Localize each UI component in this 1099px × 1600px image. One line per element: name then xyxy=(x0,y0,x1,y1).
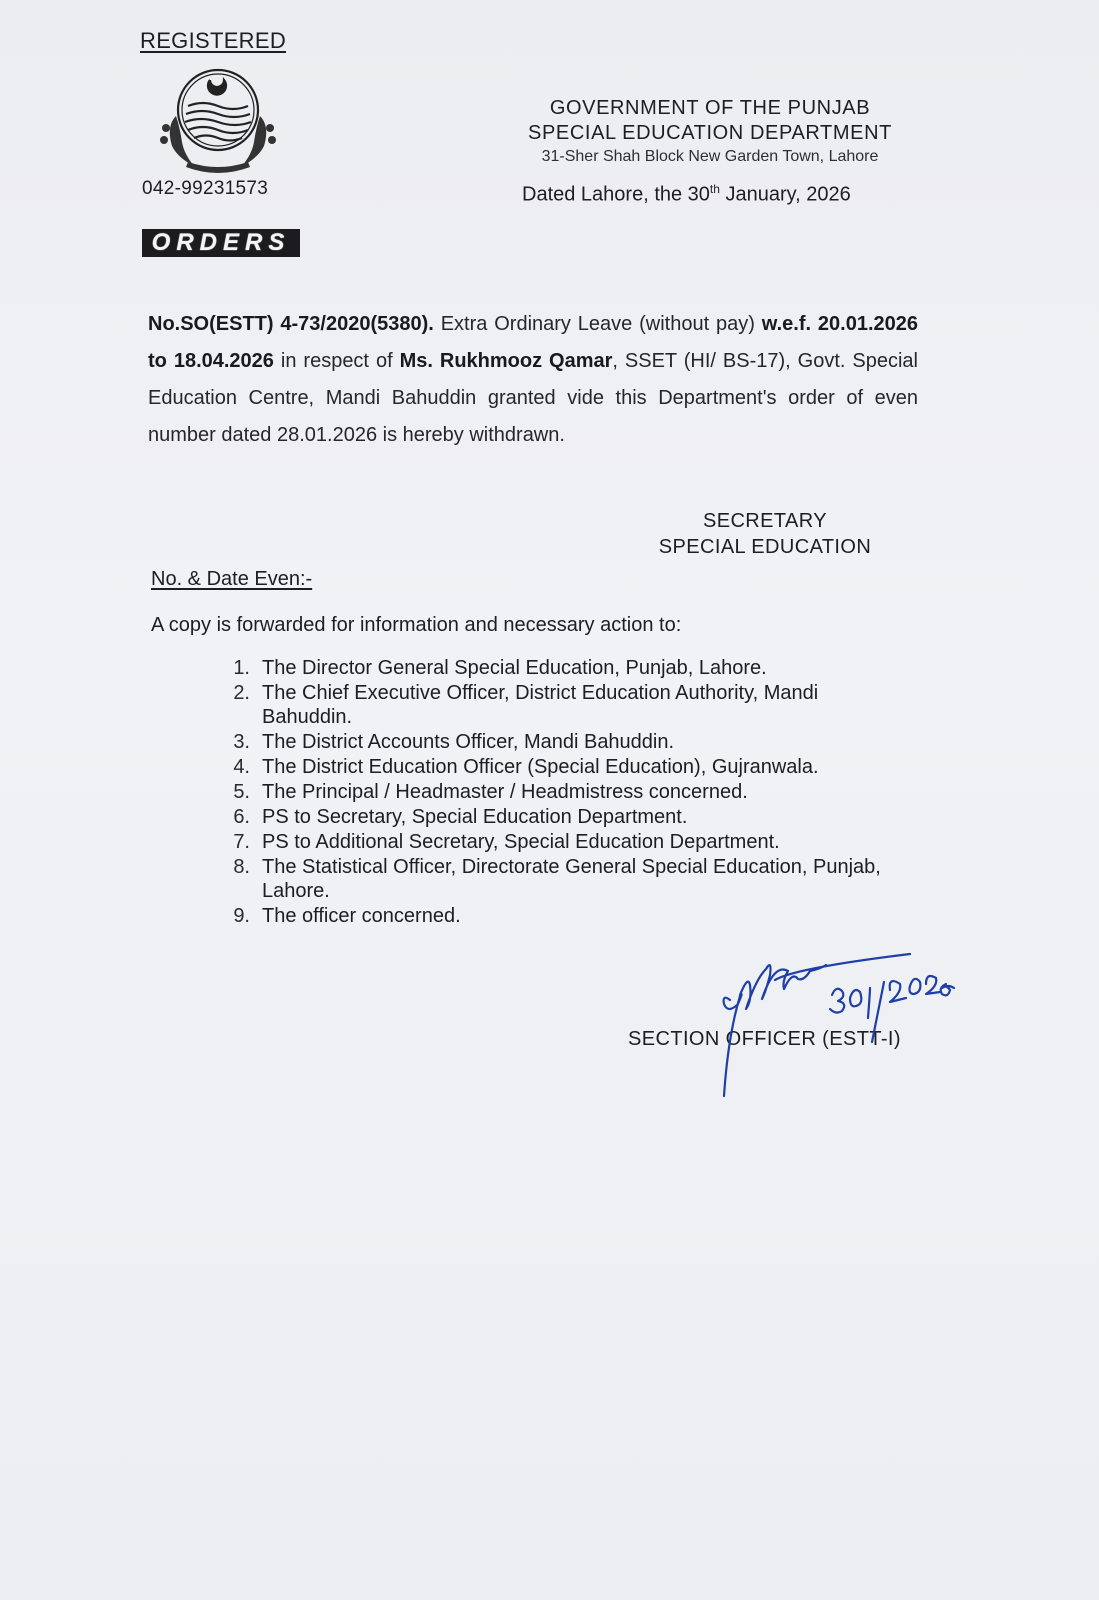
dated-superscript: th xyxy=(709,182,720,196)
registered-label: REGISTERED xyxy=(140,28,287,53)
list-item-number: 8. xyxy=(233,856,250,878)
list-item xyxy=(206,855,886,903)
list-item-number: 4. xyxy=(233,756,250,778)
orders-heading: ORDERS xyxy=(142,229,300,257)
list-item xyxy=(206,755,886,779)
list-item xyxy=(206,730,886,754)
list-item xyxy=(206,681,886,729)
list-item-number: 5. xyxy=(233,781,250,803)
order-reference: No.SO(ESTT) 4-73/2020(5380). xyxy=(148,313,434,335)
department-address: 31-Sher Shah Block New Garden Town, Lahore xyxy=(541,148,879,165)
phone-number: 042-99231573 xyxy=(142,178,269,199)
dated-prefix: Dated Lahore, the 30 xyxy=(522,183,710,206)
list-item-text: PS to Additional Secretary, Special Education Department. xyxy=(262,831,780,853)
list-item xyxy=(206,904,886,928)
employee-name: Ms. Rukhmooz Qamar xyxy=(399,350,613,372)
list-item-number: 2. xyxy=(233,682,250,704)
list-item-text: The Statistical Officer, Directorate General Special Education, Punjab, Lahore. xyxy=(262,856,881,902)
list-item xyxy=(206,805,886,829)
list-item-number: 6. xyxy=(233,806,250,828)
handwritten-signature xyxy=(700,940,1000,1110)
punjab-government-logo-icon xyxy=(152,66,288,176)
government-title: GOVERNMENT OF THE PUNJAB xyxy=(549,97,871,119)
list-item-text: The Chief Executive Officer, District Education Authority, Mandi Bahuddin. xyxy=(262,682,819,728)
list-item xyxy=(206,656,886,680)
list-item-text: PS to Secretary, Special Education Department. xyxy=(262,806,688,828)
list-item-text: The District Education Officer (Special Education), Gujranwala. xyxy=(262,756,819,778)
list-item-text: The officer concerned. xyxy=(262,905,461,927)
dated-suffix: January, 2026 xyxy=(719,183,851,206)
secretary-line-2: SPECIAL EDUCATION xyxy=(658,536,872,558)
order-text-3: , SSET (HI/ BS-17), Govt. Special Education Centre, Mandi Bahuddin granted vide this Department's order of even number dated 28.01.2026 is hereby withdrawn. xyxy=(148,350,919,446)
list-item-text: The District Accounts Officer, Mandi Bahuddin. xyxy=(262,731,675,753)
list-item-number: 9. xyxy=(233,905,250,927)
recipients-list xyxy=(206,656,886,929)
list-item-text: The Principal / Headmaster / Headmistress concerned. xyxy=(262,781,748,803)
order-text-2: in respect of xyxy=(273,350,400,372)
list-item-number: 3. xyxy=(233,731,250,753)
dated-line xyxy=(522,182,851,207)
secretary-line-1: SECRETARY xyxy=(702,510,827,532)
list-item xyxy=(206,830,886,854)
list-item-number: 1. xyxy=(233,657,250,679)
department-title: SPECIAL EDUCATION DEPARTMENT xyxy=(528,122,892,144)
list-item-text: The Director General Special Education, Punjab, Lahore. xyxy=(262,657,767,679)
secretary-signatory xyxy=(640,508,890,560)
list-item-number: 7. xyxy=(233,831,250,853)
department-header xyxy=(500,96,920,168)
copy-forwarded-text: A copy is forwarded for information and necessary action to: xyxy=(151,614,682,636)
list-item xyxy=(206,780,886,804)
section-officer-title: SECTION OFFICER (ESTT-I) xyxy=(628,1028,901,1050)
order-effective-dates: w.e.f. 20.01.2026 to 18.04.2026 xyxy=(148,313,918,372)
no-date-even-heading: No. & Date Even:- xyxy=(151,568,313,590)
order-text-1: Extra Ordinary Leave (without pay) xyxy=(433,313,762,335)
order-paragraph xyxy=(148,306,918,454)
